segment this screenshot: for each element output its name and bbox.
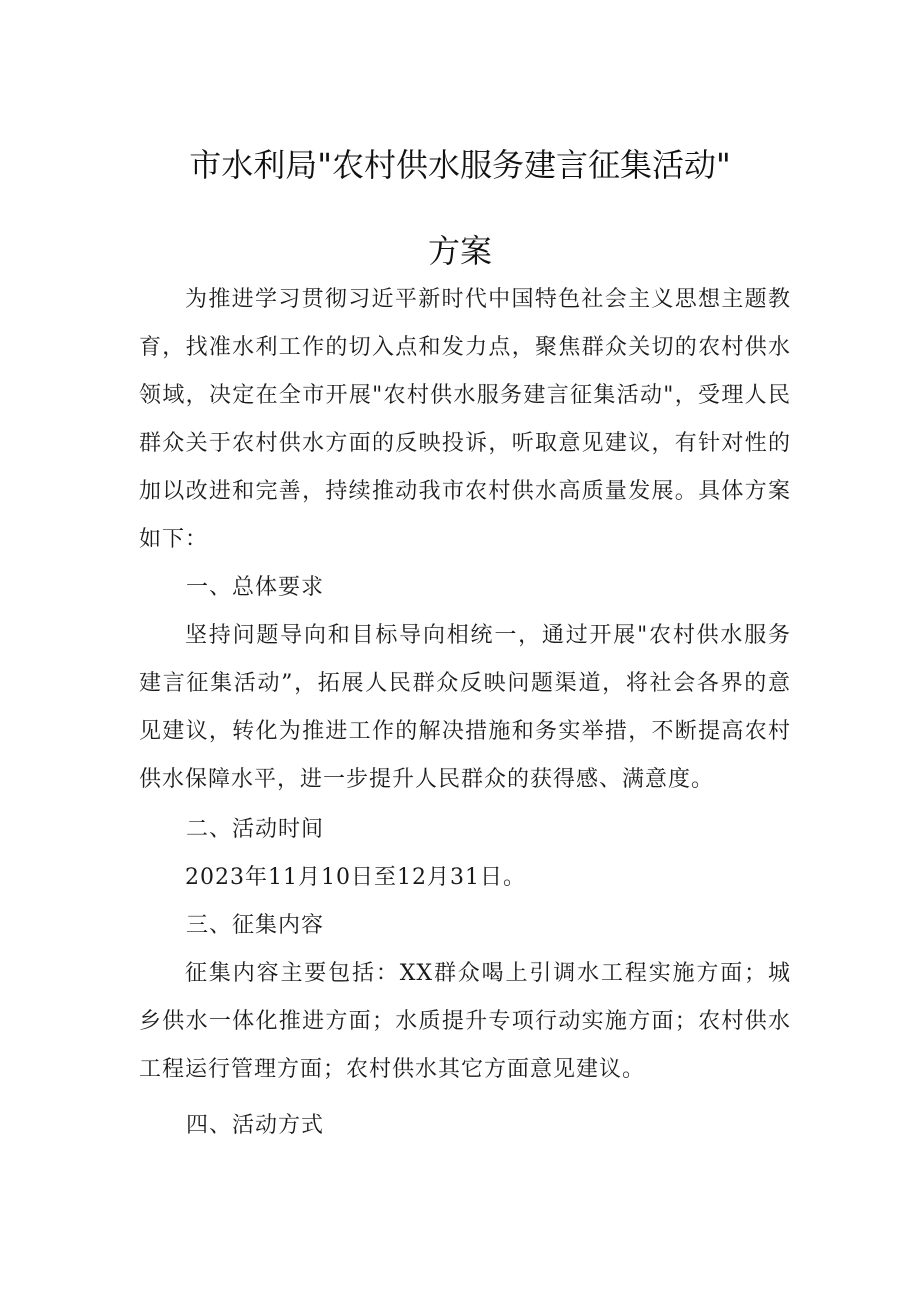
intro-paragraph: 为推进学习贯彻习近平新时代中国特色社会主义思想主题教育，找准水利工作的切入点和发力点，聚焦群众关切的农村供水领域，决定在全市开展"农村供水服务建言征集活动"，受理人民群众关于农村供水方面的反映投诉，听取意见建议，有针对性的加以改进和完善，持续推动我市农村供水高质量发展。具体方案如下： xyxy=(139,287,791,552)
document-title-line2: 方案 xyxy=(427,232,492,270)
document-title-line1: 市水利局"农村供水服务建言征集活动" xyxy=(189,146,731,184)
section-body-activity-time: 2023年11月10日至12月31日。 xyxy=(185,865,526,890)
section-body-general-requirements: 坚持问题导向和目标导向相统一，通过开展"农村供水服务建言征集活动”，拓展人民群众反映问题渠道，将社会各界的意见建议，转化为推进工作的解决措施和务实举措，不断提高农村供水保障水平，进一步提升人民群众的获得感、满意度。 xyxy=(139,623,791,792)
section-heading-general-requirements: 一、总体要求 xyxy=(186,575,325,600)
section-heading-collection-content: 三、征集内容 xyxy=(186,913,325,938)
section-body-collection-content: 征集内容主要包括：XX群众喝上引调水工程实施方面；城乡供水一体化推进方面；水质提升专项行动实施方面；农村供水工程运行管理方面；农村供水其它方面意见建议。 xyxy=(139,961,791,1082)
section-heading-activity-method: 四、活动方式 xyxy=(186,1113,325,1138)
section-heading-activity-time: 二、活动时间 xyxy=(186,817,325,842)
